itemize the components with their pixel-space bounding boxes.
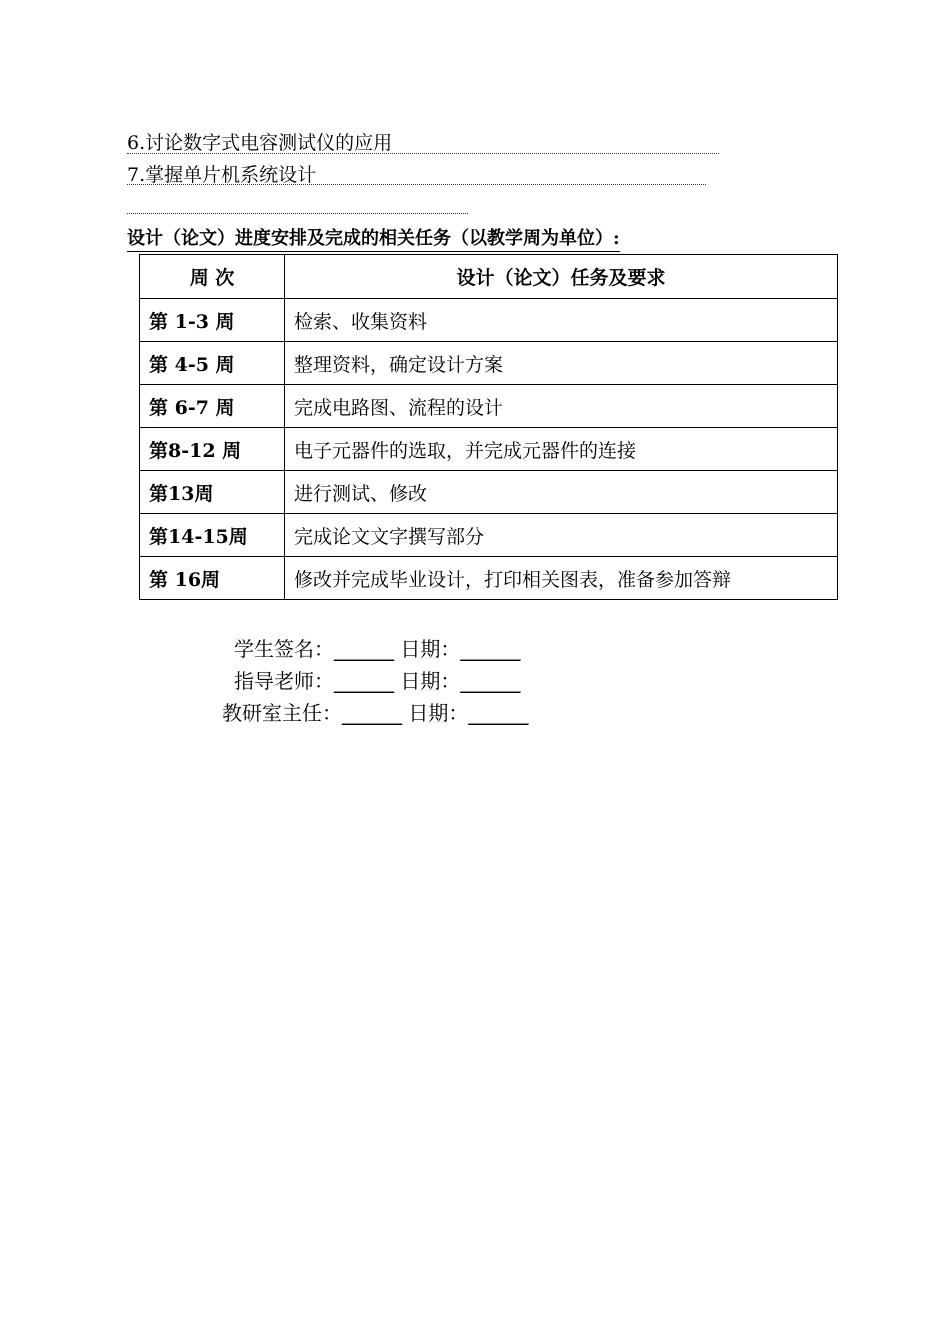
- row-week: 第 6-7 周: [140, 385, 285, 428]
- row-task: 修改并完成毕业设计，打印相关图表，准备参加答辩: [285, 557, 838, 600]
- row-task: 进行测试、修改: [285, 471, 838, 514]
- row-task: 检索、收集资料: [285, 299, 838, 342]
- row-week: 第13周: [140, 471, 285, 514]
- objective-item-7: 7.掌握单片机系统设计: [127, 164, 317, 186]
- table-row: [140, 471, 838, 514]
- table-header-row: [140, 255, 838, 299]
- table-row: [140, 342, 838, 385]
- dotted-rule: [127, 153, 719, 154]
- row-week: 第14-15周: [140, 514, 285, 557]
- header-task: 设计（论文）任务及要求: [285, 255, 838, 299]
- row-task: 整理资料，确定设计方案: [285, 342, 838, 385]
- row-task: 电子元器件的选取，并完成元器件的连接: [285, 428, 838, 471]
- row-week: 第 1-3 周: [140, 299, 285, 342]
- header-week: 周 次: [140, 255, 285, 299]
- dotted-rule: [127, 184, 706, 185]
- schedule-heading: 设计（论文）进度安排及完成的相关任务（以教学周为单位）:: [127, 228, 620, 252]
- advisor-signature-line: 指导老师：______ 日期：______: [234, 669, 521, 693]
- table-row: [140, 557, 838, 600]
- blank-dotted-rule: [127, 213, 468, 214]
- row-week: 第 4-5 周: [140, 342, 285, 385]
- row-task: 完成论文文字撰写部分: [285, 514, 838, 557]
- table-row: [140, 514, 838, 557]
- director-signature-line: 教研室主任：______ 日期：______: [222, 701, 529, 725]
- row-week: 第8-12 周: [140, 428, 285, 471]
- table-row: [140, 428, 838, 471]
- schedule-table: [139, 254, 838, 600]
- row-task: 完成电路图、流程的设计: [285, 385, 838, 428]
- student-signature-line: 学生签名：______ 日期：______: [234, 637, 521, 661]
- table-row: [140, 385, 838, 428]
- objective-item-6: 6.讨论数字式电容测试仪的应用: [127, 132, 393, 154]
- table-row: [140, 299, 838, 342]
- row-week: 第 16周: [140, 557, 285, 600]
